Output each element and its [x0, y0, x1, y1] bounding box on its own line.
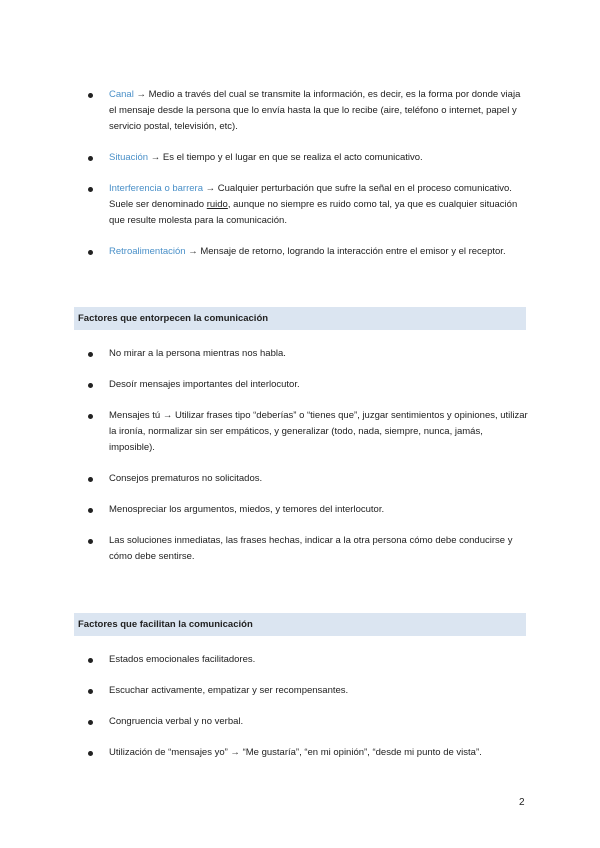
- bullet-icon: [88, 539, 93, 544]
- definition-term: Canal: [109, 89, 134, 100]
- section-heading-obstacles: Factores que entorpecen la comunicación: [74, 307, 526, 330]
- list-item: [0, 533, 600, 565]
- arrow: →: [148, 152, 163, 163]
- definition-text: Cualquier perturbación que sufre la señal en el proceso comunicativo. Suele ser denominado: [109, 183, 512, 210]
- item-text: Desoír mensajes importantes del interlocutor.: [109, 379, 300, 390]
- arrow: →: [185, 246, 201, 257]
- list-item: [0, 683, 600, 699]
- list-item: [0, 502, 600, 518]
- list-item: [0, 244, 600, 260]
- list-item: [0, 745, 600, 761]
- item-text: Menospreciar los argumentos, miedos, y temores del interlocutor.: [109, 504, 385, 515]
- item-text: Las soluciones inmediatas, las frases hechas, indicar a la otra persona cómo debe conducirse y cómo debe sentirse.: [109, 535, 513, 562]
- facilitators-list: [0, 652, 600, 776]
- page-number: 2: [519, 797, 525, 808]
- arrow: →: [203, 183, 218, 194]
- list-item: [0, 652, 600, 668]
- bullet-icon: [88, 156, 93, 161]
- bullet-icon: [88, 751, 93, 756]
- item-text: Utilización de “mensajes yo” → “Me gustaría”, “en mi opinión”, “desde mi punto de vista”.: [109, 747, 482, 758]
- item-text: Estados emocionales facilitadores.: [109, 654, 256, 665]
- bullet-icon: [88, 93, 93, 98]
- list-item: [0, 181, 600, 229]
- bullet-icon: [88, 508, 93, 513]
- item-text: Consejos prematuros no solicitados.: [109, 473, 263, 484]
- obstacles-list: [0, 346, 600, 580]
- definition-term: Retroalimentación: [109, 246, 186, 257]
- definition-text: Mensaje de retorno, logrando la interacción entre el emisor y el receptor.: [200, 246, 506, 257]
- definition-text: Medio a través del cual se transmite la información, es decir, es la forma por donde viaja el mensaje desde la persona que lo envía hasta la que lo recibe (aire, teléfono o internet, papel y servicio postal, televisión, etc).: [109, 89, 521, 132]
- item-text: Congruencia verbal y no verbal.: [109, 716, 244, 727]
- definition-term: Situación: [109, 152, 149, 163]
- bullet-icon: [88, 658, 93, 663]
- bullet-icon: [88, 689, 93, 694]
- list-item: [0, 471, 600, 487]
- bullet-icon: [88, 477, 93, 482]
- bullet-icon: [88, 414, 93, 419]
- bullet-icon: [88, 383, 93, 388]
- list-item: [0, 377, 600, 393]
- item-text: Escuchar activamente, empatizar y ser recompensantes.: [109, 685, 349, 696]
- bullet-icon: [88, 187, 93, 192]
- underlined-word: ruido: [206, 199, 228, 210]
- list-item: [0, 87, 600, 135]
- bullet-icon: [88, 250, 93, 255]
- definition-text-end: , aunque no siempre es ruido como tal, ya que es cualquier situación que resulte molesta para la comunicación.: [109, 199, 518, 226]
- definition-text: Es el tiempo y el lugar en que se realiza el acto comunicativo.: [162, 152, 423, 163]
- definition-term: Interferencia o barrera: [109, 183, 203, 194]
- definitions-list: [0, 87, 600, 275]
- list-item: [0, 714, 600, 730]
- list-item: [0, 346, 600, 362]
- bullet-icon: [88, 352, 93, 357]
- item-text: Mensajes tú → Utilizar frases tipo “deberías” o “tienes que”, juzgar sentimientos y opiniones, utilizar la ironía, normalizar sin ser empáticos, y generalizar (todo, nada, siempre, nunca, jamás, imposible).: [109, 410, 528, 453]
- list-item: [0, 150, 600, 166]
- bullet-icon: [88, 720, 93, 725]
- section-heading-facilitators: Factores que facilitan la comunicación: [74, 613, 526, 636]
- arrow: →: [133, 89, 149, 100]
- item-text: No mirar a la persona mientras nos habla.: [109, 348, 286, 359]
- list-item: [0, 408, 600, 456]
